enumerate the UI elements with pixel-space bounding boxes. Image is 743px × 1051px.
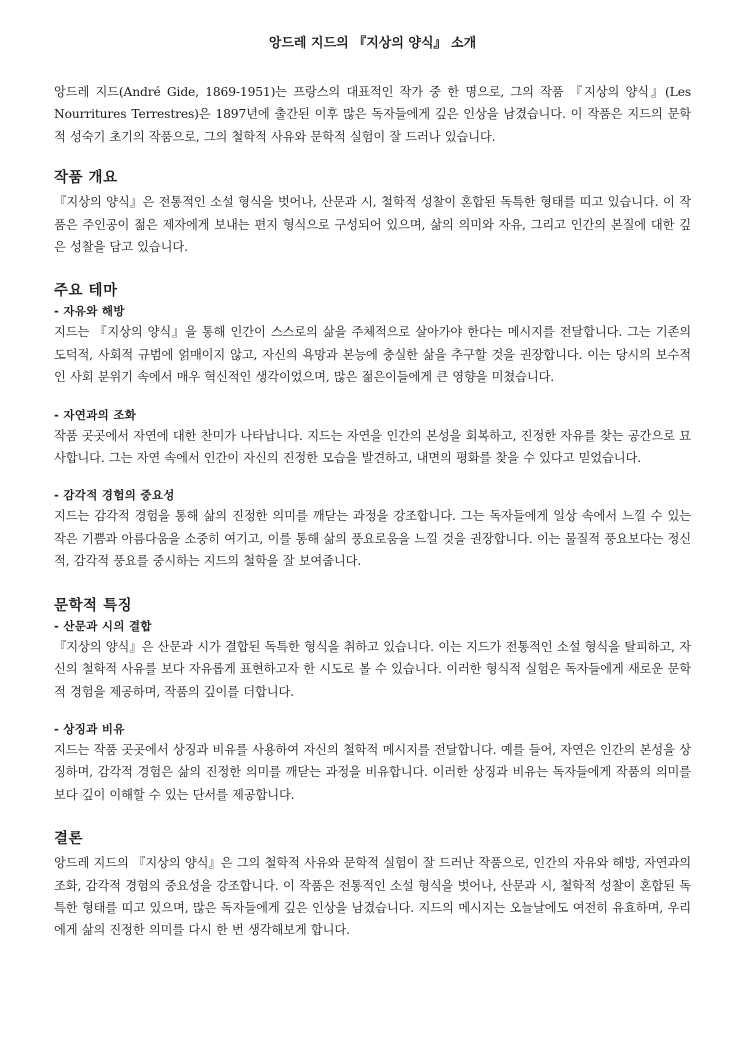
- section-body: 앙드레 지드의 『지상의 양식』은 그의 철학적 사유와 문학적 실험이 잘 드러난 작품으로, 인간의 자유와 해방, 자연과의 조화, 감각적 경험의 중요성을 강조합니다. 이 작품은 전통적인 소설 형식을 벗어나, 산문과 시, 철학적 성찰이 혼합된 독특한 형태를 띠고 있으며, 많은 독자들에게 깊은 인상을 남겼습니다. 지드의 메시지는 오늘날에도 여전히 유효하며, 우리에게 삶의 진정한 의미를 다시 한 번 생각해보게 합니다.: [54, 856, 691, 938]
- section-heading: 주요 테마: [54, 283, 118, 300]
- section-body: 『지상의 양식』은 전통적인 소설 형식을 벗어나, 산문과 시, 철학적 성찰이 혼합된 독특한 형태를 띠고 있습니다. 이 작품은 주인공이 젊은 제자에게 보내는 편지 형식으로 구성되어 있으며, 삶의 의미와 자유, 그리고 인간의 본질에 대한 깊은 성찰을 담고 있습니다.: [54, 195, 691, 255]
- subsection-symbolism: [54, 720, 691, 806]
- section-main-themes: [54, 280, 691, 572]
- subsection-freedom: [54, 302, 691, 388]
- subsection-heading: - 자연과의 조화: [54, 407, 137, 422]
- subsection-senses: [54, 486, 691, 572]
- section-heading: 결론: [54, 831, 84, 848]
- subsection-heading: - 자유와 해방: [54, 304, 125, 319]
- section-literary-features: [54, 595, 691, 806]
- subsection-heading: - 산문과 시의 결합: [54, 618, 152, 633]
- document-title: 앙드레 지드의 『지상의 양식』 소개: [268, 36, 477, 51]
- subsection-body: 지드는 작품 곳곳에서 상징과 비유를 사용하여 자신의 철학적 메시지를 전달합니다. 예를 들어, 자연은 인간의 본성을 상징하며, 감각적 경험은 삶의 진정한 의미를 깨닫는 과정을 비유합니다. 이러한 상징과 비유는 독자들에게 작품의 의미를 보다 깊이 이해할 수 있는 단서를 제공합니다.: [54, 742, 691, 802]
- subsection-heading: - 상징과 비유: [54, 721, 125, 736]
- subsection-prose-poetry: [54, 617, 691, 703]
- section-heading: 문학적 특징: [54, 597, 133, 614]
- section-overview: [54, 167, 691, 258]
- subsection-body: 『지상의 양식』은 산문과 시가 결합된 독특한 형식을 취하고 있습니다. 이는 지드가 전통적인 소설 형식을 탈피하고, 자신의 철학적 사유를 보다 자유롭게 표현하고자 한 시도로 볼 수 있습니다. 이러한 형식적 실험은 독자들에게 새로운 문학적 경험을 제공하며, 작품의 깊이를 더합니다.: [54, 639, 691, 699]
- subsection-body: 작품 곳곳에서 자연에 대한 찬미가 나타납니다. 지드는 자연을 인간의 본성을 회복하고, 진정한 자유를 찾는 공간으로 묘사합니다. 그는 자연 속에서 인간이 자신의 진정한 모습을 발견하고, 내면의 평화를 찾을 수 있다고 믿었습니다.: [54, 428, 691, 466]
- subsection-body: 지드는 감각적 경험을 통해 삶의 진정한 의미를 깨닫는 과정을 강조합니다. 그는 독자들에게 일상 속에서 느낄 수 있는 작은 기쁨과 아름다움을 소중히 여기고, 이를 통해 삶의 풍요로움을 느낄 것을 권장합니다. 이는 물질적 풍요보다는 정신적, 감각적 풍요를 중시하는 지드의 철학을 잘 보여줍니다.: [54, 509, 691, 569]
- intro-paragraph: 앙드레 지드(André Gide, 1869-1951)는 프랑스의 대표적인 작가 중 한 명으로, 그의 작품 『지상의 양식』(Les Nourritures Terrestres)은 1897년에 출간된 이후 많은 독자들에게 깊은 인상을 남겼습니다. 이 작품은 지드의 문학적 성숙기 초기의 작품으로, 그의 철학적 사유와 문학적 실험이 잘 드러나 있습니다.: [54, 85, 691, 144]
- section-heading: 작품 개요: [54, 170, 118, 187]
- subsection-nature: [54, 406, 691, 470]
- subsection-body: 지드는 『지상의 양식』을 통해 인간이 스스로의 삶을 주체적으로 살아가야 한다는 메시지를 전달합니다. 그는 기존의 도덕적, 사회적 규범에 얽매이지 않고, 자신의 욕망과 본능에 충실한 삶을 추구할 것을 권장합니다. 이는 당시의 보수적인 사회 분위기 속에서 매우 혁신적인 생각이었으며, 많은 젊은이들에게 큰 영향을 미쳤습니다.: [54, 325, 691, 385]
- subsection-heading: - 감각적 경험의 중요성: [54, 488, 175, 503]
- section-conclusion: [54, 828, 691, 942]
